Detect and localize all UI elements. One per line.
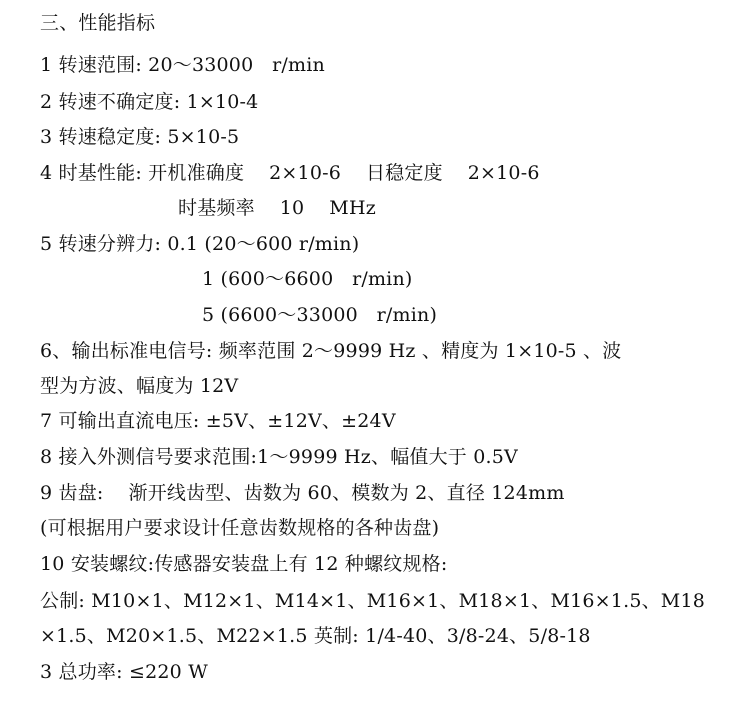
section-title: 三、性能指标: [40, 12, 156, 34]
spec-output-signal: 6、输出标准电信号: 频率范围 2～9999 Hz 、精度为 1×10-5 、波: [40, 340, 622, 362]
spec-mounting-thread: 10 安装螺纹:传感器安装盘上有 12 种螺纹规格:: [40, 553, 448, 575]
spec-timebase-frequency: 时基频率 10 MHz: [178, 197, 376, 219]
spec-metric-threads-cont: ×1.5、M20×1.5、M22×1.5 英制: 1/4-40、3/8-24、5/8-18: [40, 625, 591, 647]
spec-speed-range: 1 转速范围: 20～33000 r/min: [40, 54, 325, 76]
spec-speed-resolution-3: 5 (6600～33000 r/min): [202, 304, 438, 326]
spec-speed-resolution-2: 1 (600～6600 r/min): [202, 268, 413, 290]
spec-external-signal: 8 接入外测信号要求范围:1～9999 Hz、幅值大于 0.5V: [40, 446, 518, 468]
spec-dc-voltage: 7 可输出直流电压: ±5V、±12V、±24V: [40, 410, 396, 432]
spec-timebase-performance: 4 时基性能: 开机准确度 2×10-6 日稳定度 2×10-6: [40, 162, 540, 184]
spec-output-signal-cont: 型为方波、幅度为 12V: [40, 375, 239, 397]
spec-speed-uncertainty: 2 转速不确定度: 1×10-4: [40, 91, 259, 113]
spec-gear-disc-note: (可根据用户要求设计任意齿数规格的各种齿盘): [40, 517, 440, 539]
spec-speed-resolution: 5 转速分辨力: 0.1 (20～600 r/min): [40, 233, 360, 255]
spec-total-power: 3 总功率: ≤220 W: [40, 661, 208, 683]
spec-speed-stability: 3 转速稳定度: 5×10-5: [40, 126, 240, 148]
spec-gear-disc: 9 齿盘: 渐开线齿型、齿数为 60、模数为 2、直径 124mm: [40, 482, 565, 504]
spec-metric-threads: 公制: M10×1、M12×1、M14×1、M16×1、M18×1、M16×1.5、M18: [40, 590, 706, 612]
